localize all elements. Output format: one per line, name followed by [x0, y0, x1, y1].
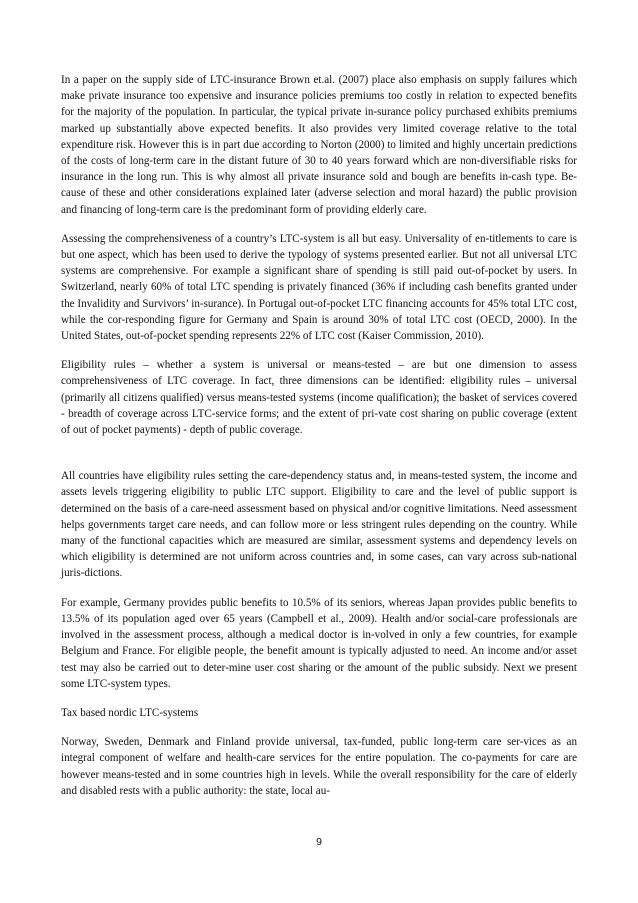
paragraph-supply-side: In a paper on the supply side of LTC-insurance Brown et.al. (2007) place also emphasis on supply failures which make private insurance too expensive and insurance policies premiums too costly in relation to expected benefits for the majority of the population. In particular, the typical private in-surance policy purchased exhibits premiums marked up substantially above expected benefits. It also provides very limited coverage relative to the total expenditure risk. However this is in part due according to Norton (2000) to limited and highly uncertain predictions of the costs of long-term care in the distant future of 30 to 40 years forward which are non-diversifiable risks for insurance in the long run. This is why almost all private insurance sold and bough are benefits in-cash type. Be-cause of these and other considerations explained later (adverse selection and moral hazard) the public provision and financing of long-term care is the predominant form of providing elderly care. [61, 74, 577, 216]
paragraph-examples: For example, Germany provides public benefits to 10.5% of its seniors, whereas Japan provides public benefits to 13.5% of its population aged over 65 years (Campbell et al., 2009). Health and/or social-care professionals are involved in the assessment process, although a medical doctor is in-volved in only a few countries, for example Belgium and France. For eligible people, the benefit amount is typically adjusted to need. An income and/or asset test may also be carried out to deter-mine user cost sharing or the amount of the public subsidy. Next we present some LTC-system types. [61, 596, 577, 690]
section-heading: Tax based nordic LTC-systems [61, 706, 199, 719]
paragraph-nordic: Norway, Sweden, Denmark and Finland provide universal, tax-funded, public long-term care ser-vices as an integral component of welfare and health-care services for the entire population. The co-payments for care are however means-tested and in some countries high in levels. While the overall responsibility for the care of elderly and disabled rests with a public authority: the state, local au- [61, 736, 577, 797]
page-body [61, 72, 577, 812]
page-number: 9 [316, 836, 322, 848]
paragraph-comprehensiveness: Assessing the comprehensiveness of a country’s LTC-system is all but easy. Universality of en-titlements to care is but one aspect, which has been used to derive the typology of systems presented earlier. But not all universal LTC systems are comprehensive. For example a significant share of spending is still paid out-of-pocket by users. In Switzerland, nearly 60% of total LTC spending is privately financed (36% if including cash benefits granted under the Invalidity and Survivors’ in-surance). In Portugal out-of-pocket LTC financing accounts for 45% total LTC cost, while the cor-responding figure for Germany and Spain is around 30% of total LTC cost (OECD, 2000). In the United States, out-of-pocket spending represents 22% of LTC cost (Kaiser Commission, 2010). [61, 232, 577, 343]
paragraph-eligibility-dimensions: Eligibility rules – whether a system is universal or means-tested – are but one dimension to assess comprehensiveness of LTC coverage. In fact, three dimensions can be identified: eligibility rules – universal (primarily all citizens qualified) versus means-tested systems (income qualification); the basket of services covered - breadth of coverage across LTC-service forms; and the extent of pri-vate cost sharing on public coverage (extent of out of pocket payments) - depth of public coverage. [61, 359, 577, 437]
paragraph-eligibility-rules: All countries have eligibility rules setting the care-dependency status and, in means-tested system, the income and assets levels triggering eligibility to public LTC support. Eligibility to care and the level of public support is determined on the basis of a care-need assessment based on physical and/or cognitive limitations. Need assessment helps governments target care needs, and can follow more or less stringent rules depending on the country. While many of the functional capacities which are measured are similar, assessment systems and dependency levels on which eligibility is determined are not uniform across countries and, in some cases, can vary across sub-national juris-dictions. [61, 470, 577, 580]
